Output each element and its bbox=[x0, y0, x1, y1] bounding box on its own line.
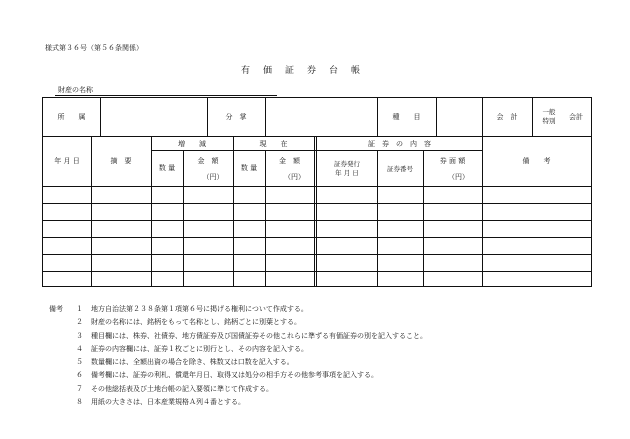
note-text: その他総括表及び土地台帳の記入要領に準じて作成する。 bbox=[91, 385, 273, 393]
col-divider bbox=[423, 150, 424, 286]
col-divider bbox=[100, 98, 101, 136]
note-text: 証券の内容欄には、証券１枚ごとに別行とし、その内容を記入する。 bbox=[91, 345, 308, 353]
notes-heading: 備考 bbox=[49, 305, 63, 313]
issue-date-header-sub: 年 月 日 bbox=[335, 169, 359, 177]
accounting-kind-special: 特別 bbox=[542, 117, 556, 125]
current-amount-header: 金 額 bbox=[279, 157, 300, 165]
page-title: 有価証券台帳 bbox=[241, 66, 374, 76]
note-text: 財産の名称には、銘柄をもって名称とし、銘柄ごとに別葉とする。 bbox=[91, 318, 301, 326]
col-divider bbox=[183, 150, 184, 286]
note-number: １ bbox=[76, 305, 83, 313]
change-amount-unit: （円） bbox=[202, 173, 224, 181]
accounting-label: 会 計 bbox=[496, 113, 518, 121]
current-quantity-header: 数 量 bbox=[240, 164, 258, 172]
face-value-header: 券 面 額 bbox=[439, 157, 466, 165]
row-divider bbox=[43, 254, 591, 255]
note-number: ８ bbox=[76, 398, 83, 406]
note-text: 用紙の大きさは、日本産業規格Ａ列４番とする。 bbox=[91, 398, 245, 406]
affiliation-label: 所 属 bbox=[57, 113, 86, 121]
col-divider bbox=[436, 98, 437, 136]
accounting-suffix: 会計 bbox=[569, 113, 583, 121]
note-number: ２ bbox=[76, 318, 83, 326]
col-divider bbox=[265, 150, 266, 286]
remarks-header: 備 考 bbox=[522, 157, 551, 165]
row-divider bbox=[43, 203, 591, 204]
current-amount-unit: （円） bbox=[284, 173, 305, 181]
note-number: ４ bbox=[76, 345, 83, 353]
note-text: 備考欄には、証券の利札、償還年月日、取得又は処分の相手方その他参考事項を記入する。 bbox=[91, 371, 378, 379]
securities-content-header: 証 券 の 内 容 bbox=[368, 140, 431, 148]
note-number: ７ bbox=[76, 385, 83, 393]
security-number-header: 証券番号 bbox=[387, 165, 413, 173]
accounting-kind-general: 一般 bbox=[542, 108, 556, 116]
change-amount-header: 金 額 bbox=[197, 157, 219, 165]
property-name-label[interactable]: 財産の名称 bbox=[58, 86, 93, 94]
row-divider bbox=[43, 136, 591, 137]
change-quantity-header: 数 量 bbox=[158, 164, 176, 172]
change-header: 増 減 bbox=[178, 140, 206, 148]
issue-date-header: 証券発行 bbox=[334, 160, 360, 168]
note-number: ６ bbox=[76, 371, 83, 379]
note-text: 地方自治法第２３８条第１項第６号に掲げる権利について作成する。 bbox=[91, 305, 308, 313]
division-label: 分 掌 bbox=[225, 113, 247, 121]
row-divider bbox=[43, 271, 591, 272]
type-label: 種 目 bbox=[392, 113, 421, 121]
face-value-unit: （円） bbox=[448, 173, 469, 181]
summary-header: 摘 要 bbox=[110, 157, 132, 165]
row-divider bbox=[43, 237, 591, 238]
note-number: ５ bbox=[76, 358, 83, 366]
current-header: 現 在 bbox=[259, 140, 288, 148]
row-divider bbox=[43, 220, 591, 221]
col-divider bbox=[151, 136, 152, 286]
note-text: 種目欄には、株券、社債券、地方債証券及び国債証券その他これらに準ずる有価証券の別を記入すること。 bbox=[91, 332, 427, 340]
property-name-line bbox=[55, 95, 277, 96]
col-divider-double bbox=[314, 136, 317, 286]
note-number: ３ bbox=[76, 332, 83, 340]
note-text: 数量欄には、全額出資の場合を除き、株数又は口数を記入する。 bbox=[91, 358, 294, 366]
col-divider bbox=[233, 136, 234, 286]
form-label: 様式第３６号（第５６条関係） bbox=[45, 44, 143, 52]
col-divider bbox=[265, 98, 266, 136]
date-header: 年 月 日 bbox=[54, 157, 80, 165]
col-divider bbox=[532, 98, 533, 136]
ledger-table bbox=[42, 97, 592, 287]
row-divider bbox=[43, 186, 591, 187]
